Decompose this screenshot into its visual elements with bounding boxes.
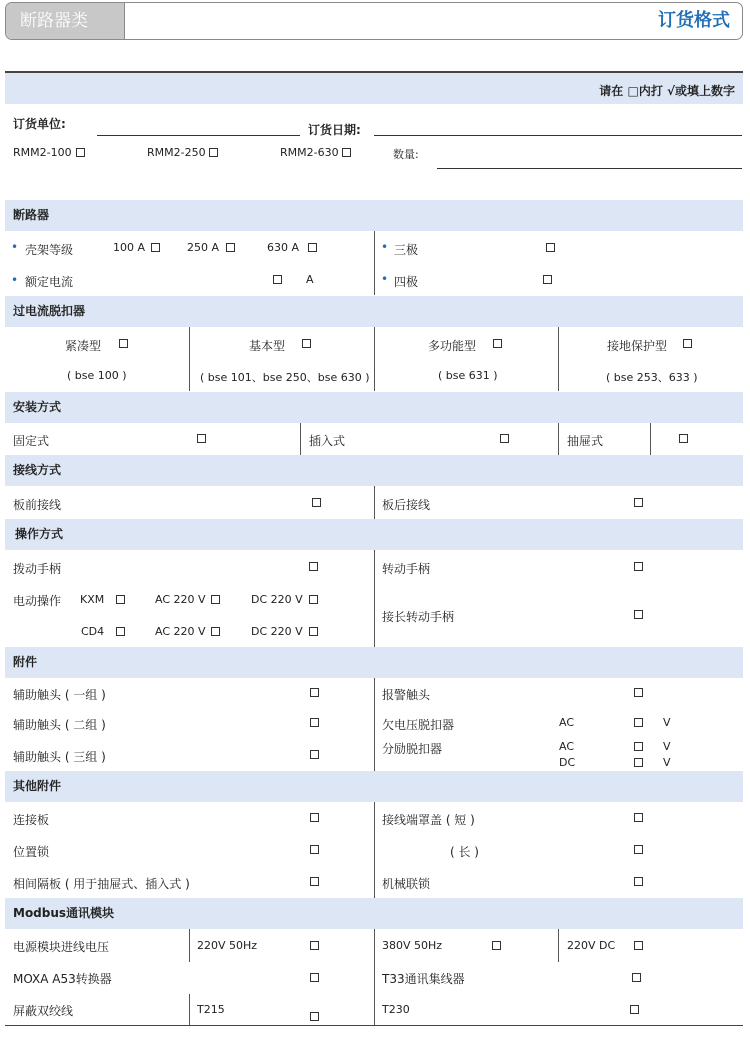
model-label: RMM2-250 (147, 146, 206, 159)
instruction-band (5, 73, 743, 104)
column-divider (650, 423, 651, 455)
column-divider (374, 550, 375, 647)
moxa-converter-label: MOXA A53转换器 (13, 972, 112, 986)
column-divider (374, 231, 375, 295)
rated-unit: A (306, 273, 314, 286)
release-checkbox[interactable] (683, 339, 692, 348)
model-checkbox[interactable] (209, 148, 218, 157)
release-type: 多功能型 (428, 339, 477, 353)
release-type: 紧凑型 (65, 339, 102, 353)
cable-option: T230 (382, 1003, 410, 1016)
ac-220-checkbox[interactable] (211, 595, 220, 604)
column-divider (374, 678, 375, 771)
ac-220-label: AC 220 V (155, 593, 206, 606)
t33-hub-checkbox[interactable] (632, 973, 641, 982)
bullet-icon: • (381, 240, 389, 254)
rated-current-checkbox[interactable] (273, 275, 282, 284)
column-divider (374, 327, 375, 391)
column-divider (374, 486, 375, 519)
four-pole-checkbox[interactable] (543, 275, 552, 284)
dc-220-checkbox[interactable] (309, 595, 318, 604)
ac-label: AC (559, 716, 575, 729)
bottom-divider (5, 1025, 743, 1026)
ac-220-label: AC 220 V (155, 625, 206, 638)
voltage-option: 380V 50Hz (382, 939, 443, 952)
electric-operation-label: 电动操作 (13, 594, 62, 608)
ac-label: AC (559, 740, 575, 753)
t33-hub-label: T33通讯集线器 (382, 972, 465, 986)
wiring-front-label: 板前接线 (13, 498, 62, 512)
order-unit-label: 订货单位: (13, 117, 66, 131)
cd4-label: CD4 (81, 625, 105, 638)
alarm-contact-checkbox[interactable] (634, 688, 643, 697)
three-pole-checkbox[interactable] (546, 243, 555, 252)
page-header (5, 2, 743, 40)
quantity-label: 数量: (393, 148, 419, 161)
section-breaker (5, 200, 743, 231)
four-pole-label: 四极 (394, 275, 419, 289)
section-title: 操作方式 (15, 527, 64, 541)
volt-unit: V (663, 756, 671, 769)
frame-checkbox[interactable] (308, 243, 317, 252)
aux-contact-label: 辅助触头 ( 二组 ) (13, 718, 106, 732)
bullet-icon: • (11, 273, 19, 287)
bullet-icon: • (381, 272, 389, 286)
volt-unit: V (663, 716, 671, 729)
frame-checkbox[interactable] (151, 243, 160, 252)
column-divider (300, 423, 301, 455)
install-checkbox[interactable] (197, 434, 206, 443)
undervoltage-label: 欠电压脱扣器 (382, 718, 455, 732)
aux-contact-label: 辅助触头 ( 一组 ) (13, 688, 106, 702)
section-install (5, 392, 743, 423)
rotary-handle-checkbox[interactable] (634, 562, 643, 571)
release-type: 接地保护型 (607, 339, 668, 353)
column-divider (558, 423, 559, 455)
moxa-converter-checkbox[interactable] (310, 973, 319, 982)
three-pole-label: 三极 (394, 243, 419, 257)
alarm-contact-label: 报警触头 (382, 688, 431, 702)
section-modbus (5, 898, 743, 929)
section-title: 过电流脱扣器 (13, 304, 86, 318)
cd4-checkbox[interactable] (116, 627, 125, 636)
release-checkbox[interactable] (302, 339, 311, 348)
column-divider (558, 929, 559, 962)
ac-220-checkbox[interactable] (211, 627, 220, 636)
section-title: Modbus通讯模块 (13, 906, 115, 920)
instruction-text: 请在 □内打 √或填上数字 (599, 84, 735, 98)
aux-contact-label: 辅助触头 ( 三组 ) (13, 750, 106, 764)
frame-option: 630 A (267, 241, 300, 254)
volt-unit: V (663, 740, 671, 753)
column-divider (189, 994, 190, 1026)
model-checkbox[interactable] (76, 148, 85, 157)
dc-label: DC (559, 756, 576, 769)
model-label: RMM2-630 (280, 146, 339, 159)
quantity-field[interactable] (437, 168, 742, 169)
undervoltage-checkbox[interactable] (634, 718, 643, 727)
kxm-checkbox[interactable] (116, 595, 125, 604)
power-voltage-label: 电源模块进线电压 (13, 940, 110, 954)
frame-option: 100 A (113, 241, 146, 254)
position-lock-checkbox[interactable] (310, 845, 319, 854)
column-divider (189, 327, 190, 391)
install-option: 插入式 (309, 434, 346, 448)
release-type: 基本型 (249, 339, 286, 353)
cable-t230-checkbox[interactable] (630, 1005, 639, 1014)
aux-contact-checkbox[interactable] (310, 688, 319, 697)
release-code: ( bse 631 ) (438, 369, 498, 382)
voltage-checkbox[interactable] (492, 941, 501, 950)
order-date-label: 订货日期: (308, 123, 361, 137)
terminal-cover-short-checkbox[interactable] (634, 813, 643, 822)
shunt-release-label: 分励脱扣器 (382, 742, 443, 756)
phase-barrier-label: 相间隔板 ( 用于抽屉式、插入式 ) (13, 877, 190, 891)
terminal-cover-short-label: 接线端罩盖 ( 短 ) (382, 813, 475, 827)
section-release (5, 296, 743, 327)
aux-contact-checkbox[interactable] (310, 750, 319, 759)
page-title: 订货格式 (658, 10, 730, 31)
terminal-cover-long-label: ( 长 ) (450, 845, 479, 859)
rotary-handle-label: 转动手柄 (382, 562, 431, 576)
release-code: ( bse 100 ) (67, 369, 127, 382)
aux-contact-checkbox[interactable] (310, 718, 319, 727)
column-divider (374, 802, 375, 898)
column-divider (558, 327, 559, 391)
wiring-front-checkbox[interactable] (312, 498, 321, 507)
install-checkbox[interactable] (500, 434, 509, 443)
toggle-handle-label: 拨动手柄 (13, 562, 62, 576)
connector-plate-checkbox[interactable] (310, 813, 319, 822)
release-checkbox[interactable] (119, 339, 128, 348)
rated-current-label: 额定电流 (25, 275, 74, 289)
wiring-rear-label: 板后接线 (382, 498, 431, 512)
section-title: 安装方式 (13, 400, 62, 414)
frame-label: 壳架等级 (25, 243, 74, 257)
toggle-handle-checkbox[interactable] (309, 562, 318, 571)
kxm-label: KXM (80, 593, 105, 606)
release-checkbox[interactable] (493, 339, 502, 348)
release-code: ( bse 101、bse 250、bse 630 ) (200, 371, 370, 384)
section-accessory (5, 647, 743, 678)
shunt-dc-checkbox[interactable] (634, 758, 643, 767)
terminal-cover-long-checkbox[interactable] (634, 845, 643, 854)
install-checkbox[interactable] (679, 434, 688, 443)
section-operation (5, 519, 743, 550)
model-label: RMM2-100 (13, 146, 72, 159)
bullet-icon: • (11, 240, 19, 254)
install-option: 固定式 (13, 434, 50, 448)
order-unit-field[interactable] (97, 135, 300, 136)
category-label: 断路器类 (6, 3, 125, 39)
install-option: 抽屉式 (567, 434, 604, 448)
connector-plate-label: 连接板 (13, 813, 50, 827)
release-code: ( bse 253、633 ) (606, 371, 698, 384)
extended-rotary-label: 接长转动手柄 (382, 610, 455, 624)
voltage-option: 220V DC (567, 939, 616, 952)
column-divider (189, 929, 190, 962)
frame-option: 250 A (187, 241, 220, 254)
section-title: 附件 (13, 655, 38, 669)
shunt-ac-checkbox[interactable] (634, 742, 643, 751)
column-divider (374, 929, 375, 1026)
model-checkbox[interactable] (342, 148, 351, 157)
wiring-rear-checkbox[interactable] (634, 498, 643, 507)
dc-220-checkbox[interactable] (309, 627, 318, 636)
section-wiring (5, 455, 743, 486)
dc-220-label: DC 220 V (251, 593, 303, 606)
position-lock-label: 位置锁 (13, 845, 50, 859)
dc-220-label: DC 220 V (251, 625, 303, 638)
extended-rotary-checkbox[interactable] (634, 610, 643, 619)
section-title: 断路器 (13, 208, 50, 222)
mechanical-interlock-checkbox[interactable] (634, 877, 643, 886)
section-title: 其他附件 (13, 779, 62, 793)
voltage-checkbox[interactable] (310, 941, 319, 950)
voltage-checkbox[interactable] (634, 941, 643, 950)
frame-checkbox[interactable] (226, 243, 235, 252)
voltage-option: 220V 50Hz (197, 939, 258, 952)
shielded-cable-label: 屏蔽双绞线 (13, 1004, 74, 1018)
phase-barrier-checkbox[interactable] (310, 877, 319, 886)
cable-t215-checkbox[interactable] (310, 1012, 319, 1021)
section-other (5, 771, 743, 802)
mechanical-interlock-label: 机械联锁 (382, 877, 431, 891)
cable-option: T215 (197, 1003, 225, 1016)
order-date-field[interactable] (374, 135, 742, 136)
section-title: 接线方式 (13, 463, 62, 477)
